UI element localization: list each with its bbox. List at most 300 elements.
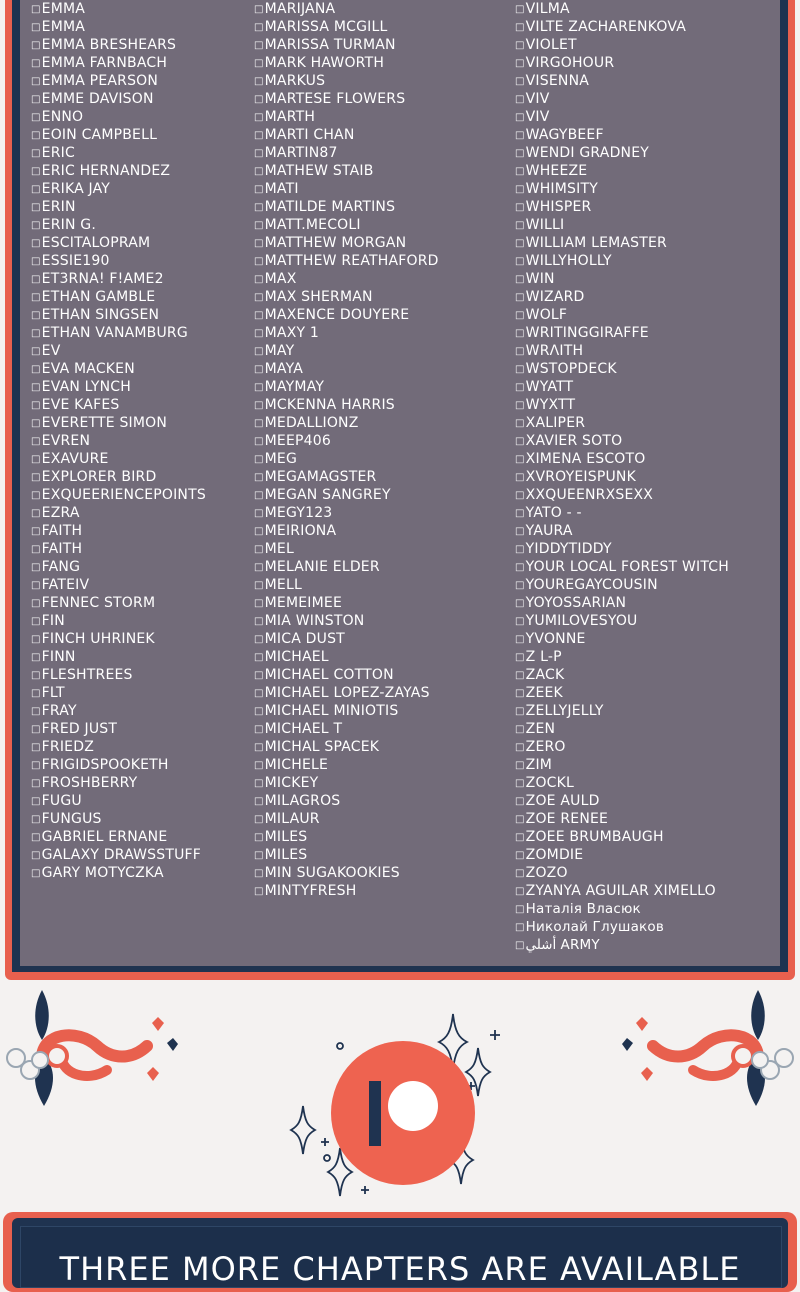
credit-name [31, 270, 206, 288]
credit-name-text: GABRIEL ERNANE [41, 829, 168, 845]
credits-column-2 [254, 0, 439, 900]
credit-name-text: WHISPER [525, 199, 592, 215]
credit-name [31, 396, 206, 414]
credit-name [515, 702, 729, 720]
credit-name [254, 36, 439, 54]
credit-name-text: XVROYEISPUNK [525, 469, 636, 485]
credit-name-text: WYATT [525, 379, 574, 395]
credit-name-text: MARTESE FLOWERS [264, 91, 406, 107]
credit-name [515, 486, 729, 504]
credit-name [31, 288, 206, 306]
credit-name [515, 144, 729, 162]
credit-name [254, 864, 439, 882]
credit-name [515, 468, 729, 486]
credit-name-text: EVAN LYNCH [41, 379, 131, 395]
credit-name [515, 378, 729, 396]
credit-name-text: FRIGIDSPOOKETH [41, 757, 169, 773]
credit-name [254, 306, 439, 324]
checkbox-bullet-icon: □ [515, 922, 525, 933]
credit-name [31, 792, 206, 810]
credit-name [254, 162, 439, 180]
credit-name-text: MATHEW STAIB [264, 163, 374, 179]
credit-name-text: MARIJANA [264, 1, 336, 17]
credit-name-text: MEL [264, 541, 294, 557]
credit-name-text: MELANIE ELDER [264, 559, 380, 575]
credit-name-text: EOIN CAMPBELL [41, 127, 158, 143]
credit-name-text: MARISSA TURMAN [264, 37, 396, 53]
checkbox-bullet-icon: □ [515, 706, 525, 717]
credit-name [515, 846, 729, 864]
checkbox-bullet-icon: □ [515, 346, 525, 357]
checkbox-bullet-icon: □ [515, 490, 525, 501]
checkbox-bullet-icon: □ [515, 832, 525, 843]
credit-name [515, 180, 729, 198]
credit-name-text: MEGAN SANGREY [264, 487, 391, 503]
credit-name-text: XIMENA ESCOTO [525, 451, 646, 467]
credit-name [31, 828, 206, 846]
checkbox-bullet-icon: □ [254, 94, 264, 105]
credit-name-text: XXQUEENRXSEXX [525, 487, 654, 503]
credit-name-text: ZOMDIE [525, 847, 584, 863]
credit-name [515, 450, 729, 468]
credit-name-text: EVREN [41, 433, 91, 449]
credit-name-text: YOYOSSARIAN [525, 595, 627, 611]
credit-name-text: FIN [41, 613, 65, 629]
credit-name [31, 324, 206, 342]
credit-name-text: Николай Глушаков [525, 919, 665, 935]
checkbox-bullet-icon: □ [254, 256, 264, 267]
credit-name [515, 576, 729, 594]
credit-name-text: FRED JUST [41, 721, 118, 737]
credit-name [31, 432, 206, 450]
checkbox-bullet-icon: □ [515, 652, 525, 663]
credit-name [31, 774, 206, 792]
credit-name-text: ESCITALOPRAM [41, 235, 151, 251]
credit-name-text: WAGYBEEF [525, 127, 604, 143]
checkbox-bullet-icon: □ [254, 40, 264, 51]
credit-name [254, 558, 439, 576]
checkbox-bullet-icon: □ [254, 364, 264, 375]
credit-name [254, 756, 439, 774]
credit-name-text: FRAY [41, 703, 77, 719]
checkbox-bullet-icon: □ [515, 562, 525, 573]
credit-name-text: MARTIN87 [264, 145, 338, 161]
credit-name-text: ERIC [41, 145, 75, 161]
credit-name-text: MAYMAY [264, 379, 325, 395]
credit-name [254, 720, 439, 738]
credit-name [254, 702, 439, 720]
credit-name [254, 612, 439, 630]
credit-name-text: EXAVURE [41, 451, 109, 467]
credit-name-text: FANG [41, 559, 81, 575]
checkbox-bullet-icon: □ [31, 814, 41, 825]
checkbox-bullet-icon: □ [31, 292, 41, 303]
checkbox-bullet-icon: □ [254, 760, 264, 771]
checkbox-bullet-icon: □ [515, 814, 525, 825]
credit-name [254, 882, 439, 900]
checkbox-bullet-icon: □ [515, 238, 525, 249]
credit-name-text: YOUR LOCAL FOREST WITCH [525, 559, 729, 575]
credit-name-text: VILMA [525, 1, 570, 17]
credit-name [31, 90, 206, 108]
checkbox-bullet-icon: □ [31, 238, 41, 249]
checkbox-bullet-icon: □ [31, 832, 41, 843]
credit-name [31, 810, 206, 828]
credit-name-text: ET3RNA! F!AME2 [41, 271, 164, 287]
credit-name [254, 216, 439, 234]
checkbox-bullet-icon: □ [31, 652, 41, 663]
checkbox-bullet-icon: □ [31, 76, 41, 87]
credit-name-text: MATTHEW MORGAN [264, 235, 407, 251]
checkbox-bullet-icon: □ [254, 112, 264, 123]
credit-name [31, 36, 206, 54]
checkbox-bullet-icon: □ [254, 292, 264, 303]
checkbox-bullet-icon: □ [254, 652, 264, 663]
credit-name-text: FRIEDZ [41, 739, 94, 755]
credit-name [515, 396, 729, 414]
credit-name [515, 90, 729, 108]
checkbox-bullet-icon: □ [31, 472, 41, 483]
credit-name [515, 810, 729, 828]
checkbox-bullet-icon: □ [31, 418, 41, 429]
credit-name-text: MCKENNA HARRIS [264, 397, 395, 413]
credit-name-text: EV [41, 343, 61, 359]
credit-name-text: WRITINGGIRAFFE [525, 325, 649, 341]
checkbox-bullet-icon: □ [254, 22, 264, 33]
credit-name-text: MILAGROS [264, 793, 341, 809]
checkbox-bullet-icon: □ [515, 526, 525, 537]
credit-name [31, 504, 206, 522]
checkbox-bullet-icon: □ [515, 418, 525, 429]
chapters-banner-text: THREE MORE CHAPTERS ARE AVAILABLE [59, 1250, 741, 1288]
checkbox-bullet-icon: □ [31, 94, 41, 105]
credit-name [254, 774, 439, 792]
checkbox-bullet-icon: □ [515, 166, 525, 177]
checkbox-bullet-icon: □ [515, 58, 525, 69]
credit-name [31, 486, 206, 504]
checkbox-bullet-icon: □ [515, 634, 525, 645]
checkbox-bullet-icon: □ [254, 796, 264, 807]
credit-name-text: ETHAN GAMBLE [41, 289, 156, 305]
checkbox-bullet-icon: □ [254, 400, 264, 411]
credit-name-text: MAXENCE DOUYERE [264, 307, 410, 323]
checkbox-bullet-icon: □ [515, 850, 525, 861]
credit-name-text: MICHAEL COTTON [264, 667, 394, 683]
credit-name-text: WIN [525, 271, 555, 287]
credit-name [31, 414, 206, 432]
checkbox-bullet-icon: □ [254, 238, 264, 249]
checkbox-bullet-icon: □ [31, 184, 41, 195]
credit-name [515, 594, 729, 612]
credit-name [254, 576, 439, 594]
credit-name-text: VIOLET [525, 37, 577, 53]
credit-name-text: XALIPER [525, 415, 586, 431]
checkbox-bullet-icon: □ [254, 508, 264, 519]
checkbox-bullet-icon: □ [254, 148, 264, 159]
credit-name [31, 720, 206, 738]
checkbox-bullet-icon: □ [31, 490, 41, 501]
credit-name [254, 90, 439, 108]
credit-name [31, 846, 206, 864]
checkbox-bullet-icon: □ [254, 310, 264, 321]
credit-name [254, 144, 439, 162]
checkbox-bullet-icon: □ [515, 220, 525, 231]
credit-name [515, 558, 729, 576]
credit-name-text: FINN [41, 649, 76, 665]
checkbox-bullet-icon: □ [31, 850, 41, 861]
checkbox-bullet-icon: □ [515, 670, 525, 681]
credit-name-text: WHIMSITY [525, 181, 598, 197]
checkbox-bullet-icon: □ [515, 778, 525, 789]
credit-name-text: MELL [264, 577, 302, 593]
checkbox-bullet-icon: □ [31, 346, 41, 357]
credit-name [254, 648, 439, 666]
credit-name [31, 576, 206, 594]
checkbox-bullet-icon: □ [254, 472, 264, 483]
credit-name [515, 774, 729, 792]
credit-name [254, 792, 439, 810]
checkbox-bullet-icon: □ [254, 814, 264, 825]
checkbox-bullet-icon: □ [515, 598, 525, 609]
credit-name-text: YUMILOVESYOU [525, 613, 638, 629]
checkbox-bullet-icon: □ [31, 40, 41, 51]
credit-name [31, 54, 206, 72]
credit-name-text: FAITH [41, 541, 83, 557]
checkbox-bullet-icon: □ [254, 220, 264, 231]
checkbox-bullet-icon: □ [31, 220, 41, 231]
credit-name-text: MIA WINSTON [264, 613, 365, 629]
credit-name [515, 18, 729, 36]
credit-name [515, 54, 729, 72]
checkbox-bullet-icon: □ [515, 112, 525, 123]
credit-name-text: ETHAN VANAMBURG [41, 325, 188, 341]
credit-name [254, 198, 439, 216]
credit-name-text: ZYANYA AGUILAR XIMELLO [525, 883, 716, 899]
credit-name-text: EZRA [41, 505, 80, 521]
credit-name-text: ZACK [525, 667, 565, 683]
credit-name-text: MICHELE [264, 757, 329, 773]
credit-name-text: EXPLORER BIRD [41, 469, 157, 485]
credit-name-text: YOUREGAYCOUSIN [525, 577, 658, 593]
credit-name [31, 450, 206, 468]
credit-name [254, 324, 439, 342]
credit-name-text: EMME DAVISON [41, 91, 154, 107]
checkbox-bullet-icon: □ [515, 544, 525, 555]
credit-name [254, 432, 439, 450]
credit-name [515, 414, 729, 432]
credit-name [31, 864, 206, 882]
credit-name [515, 630, 729, 648]
credit-name [515, 612, 729, 630]
credit-name [254, 828, 439, 846]
credit-name-text: WIZARD [525, 289, 585, 305]
credit-name [515, 882, 729, 900]
checkbox-bullet-icon: □ [515, 940, 525, 951]
credit-name-text: MICHAEL LOPEZ-ZAYAS [264, 685, 430, 701]
credit-name [31, 738, 206, 756]
credit-name [254, 846, 439, 864]
credit-name [515, 648, 729, 666]
checkbox-bullet-icon: □ [31, 202, 41, 213]
checkbox-bullet-icon: □ [31, 328, 41, 339]
credit-name-text: أشلي ARMY [525, 937, 600, 953]
checkbox-bullet-icon: □ [31, 310, 41, 321]
credit-name-text: ENNO [41, 109, 84, 125]
checkbox-bullet-icon: □ [31, 22, 41, 33]
credit-name [31, 378, 206, 396]
credit-name [515, 126, 729, 144]
credit-name [31, 108, 206, 126]
credit-name [515, 684, 729, 702]
credit-name-text: MICHAEL T [264, 721, 343, 737]
credit-name [515, 234, 729, 252]
checkbox-bullet-icon: □ [515, 472, 525, 483]
credit-name [254, 234, 439, 252]
checkbox-bullet-icon: □ [31, 148, 41, 159]
credit-name-text: MARISSA MCGILL [264, 19, 388, 35]
credit-name-text: MILES [264, 829, 308, 845]
checkbox-bullet-icon: □ [515, 454, 525, 465]
credit-name-text: MILES [264, 847, 308, 863]
checkbox-bullet-icon: □ [31, 130, 41, 141]
checkbox-bullet-icon: □ [254, 706, 264, 717]
checkbox-bullet-icon: □ [515, 688, 525, 699]
credit-name [254, 504, 439, 522]
credit-name [254, 630, 439, 648]
credit-name-text: MAYA [264, 361, 304, 377]
credit-name [31, 522, 206, 540]
credit-name-text: FUNGUS [41, 811, 102, 827]
checkbox-bullet-icon: □ [254, 778, 264, 789]
checkbox-bullet-icon: □ [31, 454, 41, 465]
credit-name [254, 684, 439, 702]
checkbox-bullet-icon: □ [254, 184, 264, 195]
credit-name [515, 0, 729, 18]
credit-name-text: MILAUR [264, 811, 320, 827]
credit-name [515, 360, 729, 378]
credit-name [515, 936, 729, 954]
credit-name [515, 108, 729, 126]
credit-name-text: MATILDE MARTINS [264, 199, 396, 215]
checkbox-bullet-icon: □ [254, 58, 264, 69]
credit-name [254, 360, 439, 378]
checkbox-bullet-icon: □ [515, 886, 525, 897]
credit-name-text: MATT.MECOLI [264, 217, 361, 233]
credit-name [254, 252, 439, 270]
credit-name [515, 36, 729, 54]
credit-name-text: EMMA PEARSON [41, 73, 159, 89]
checkbox-bullet-icon: □ [515, 22, 525, 33]
checkbox-bullet-icon: □ [31, 544, 41, 555]
credit-name [31, 252, 206, 270]
checkbox-bullet-icon: □ [515, 742, 525, 753]
checkbox-bullet-icon: □ [254, 886, 264, 897]
credit-name-text: WSTOPDECK [525, 361, 617, 377]
checkbox-bullet-icon: □ [31, 382, 41, 393]
credit-name [31, 360, 206, 378]
checkbox-bullet-icon: □ [254, 4, 264, 15]
credit-name-text: VIRGOHOUR [525, 55, 615, 71]
checkbox-bullet-icon: □ [515, 760, 525, 771]
credit-name-text: FLESHTREES [41, 667, 133, 683]
credit-name [254, 126, 439, 144]
checkbox-bullet-icon: □ [254, 742, 264, 753]
credit-name-text: VIV [525, 109, 550, 125]
credit-name-text: WILLI [525, 217, 565, 233]
credit-name-text: MEGAMAGSTER [264, 469, 377, 485]
credit-name-text: MARK HAWORTH [264, 55, 385, 71]
credit-name-text: ZIM [525, 757, 553, 773]
credit-name-text: FUGU [41, 793, 82, 809]
checkbox-bullet-icon: □ [31, 436, 41, 447]
checkbox-bullet-icon: □ [31, 364, 41, 375]
credit-name-text: MEIRIONA [264, 523, 337, 539]
patreon-logo-icon [285, 1008, 515, 1203]
credit-name-text: MEMEIMEE [264, 595, 343, 611]
credit-name-text: MAY [264, 343, 295, 359]
credit-name-text: ZEEK [525, 685, 563, 701]
credit-name-text: YAURA [525, 523, 573, 539]
checkbox-bullet-icon: □ [515, 76, 525, 87]
checkbox-bullet-icon: □ [515, 94, 525, 105]
checkbox-bullet-icon: □ [515, 274, 525, 285]
credit-name-text: ETHAN SINGSEN [41, 307, 160, 323]
credit-name [31, 648, 206, 666]
credit-name-text: MAX SHERMAN [264, 289, 373, 305]
credit-name [515, 522, 729, 540]
credit-name-text: MEGY123 [264, 505, 333, 521]
credit-name [31, 594, 206, 612]
credit-name [515, 900, 729, 918]
credit-name-text: FROSHBERRY [41, 775, 138, 791]
checkbox-bullet-icon: □ [31, 166, 41, 177]
credit-name-text: Z L-P [525, 649, 562, 665]
credit-name-text: ERIC HERNANDEZ [41, 163, 171, 179]
checkbox-bullet-icon: □ [31, 508, 41, 519]
credit-name [515, 540, 729, 558]
credit-name [31, 162, 206, 180]
credit-name-text: ERIN G. [41, 217, 96, 233]
credit-name [254, 108, 439, 126]
credit-name-text: MARTI CHAN [264, 127, 355, 143]
credit-name-text: ZOEE BRUMBAUGH [525, 829, 664, 845]
checkbox-bullet-icon: □ [254, 436, 264, 447]
checkbox-bullet-icon: □ [254, 76, 264, 87]
credit-name-text: FAITH [41, 523, 83, 539]
credit-name-text: WRΛITH [525, 343, 584, 359]
credit-name-text: WILLIAM LEMASTER [525, 235, 667, 251]
checkbox-bullet-icon: □ [515, 400, 525, 411]
checkbox-bullet-icon: □ [254, 328, 264, 339]
credit-name-text: ZELLYJELLY [525, 703, 604, 719]
credit-name [254, 810, 439, 828]
checkbox-bullet-icon: □ [254, 382, 264, 393]
floral-swirl-icon [2, 988, 187, 1118]
credit-name [31, 234, 206, 252]
credit-name [254, 54, 439, 72]
checkbox-bullet-icon: □ [515, 724, 525, 735]
credit-name [31, 216, 206, 234]
credit-name-text: EMMA [41, 1, 86, 17]
credit-name [515, 324, 729, 342]
credit-name-text: MICKEY [264, 775, 319, 791]
credit-name [254, 72, 439, 90]
credit-name-text: ESSIE190 [41, 253, 110, 269]
checkbox-bullet-icon: □ [515, 580, 525, 591]
credit-name [515, 162, 729, 180]
credit-name-text: EVA MACKEN [41, 361, 135, 377]
checkbox-bullet-icon: □ [254, 832, 264, 843]
